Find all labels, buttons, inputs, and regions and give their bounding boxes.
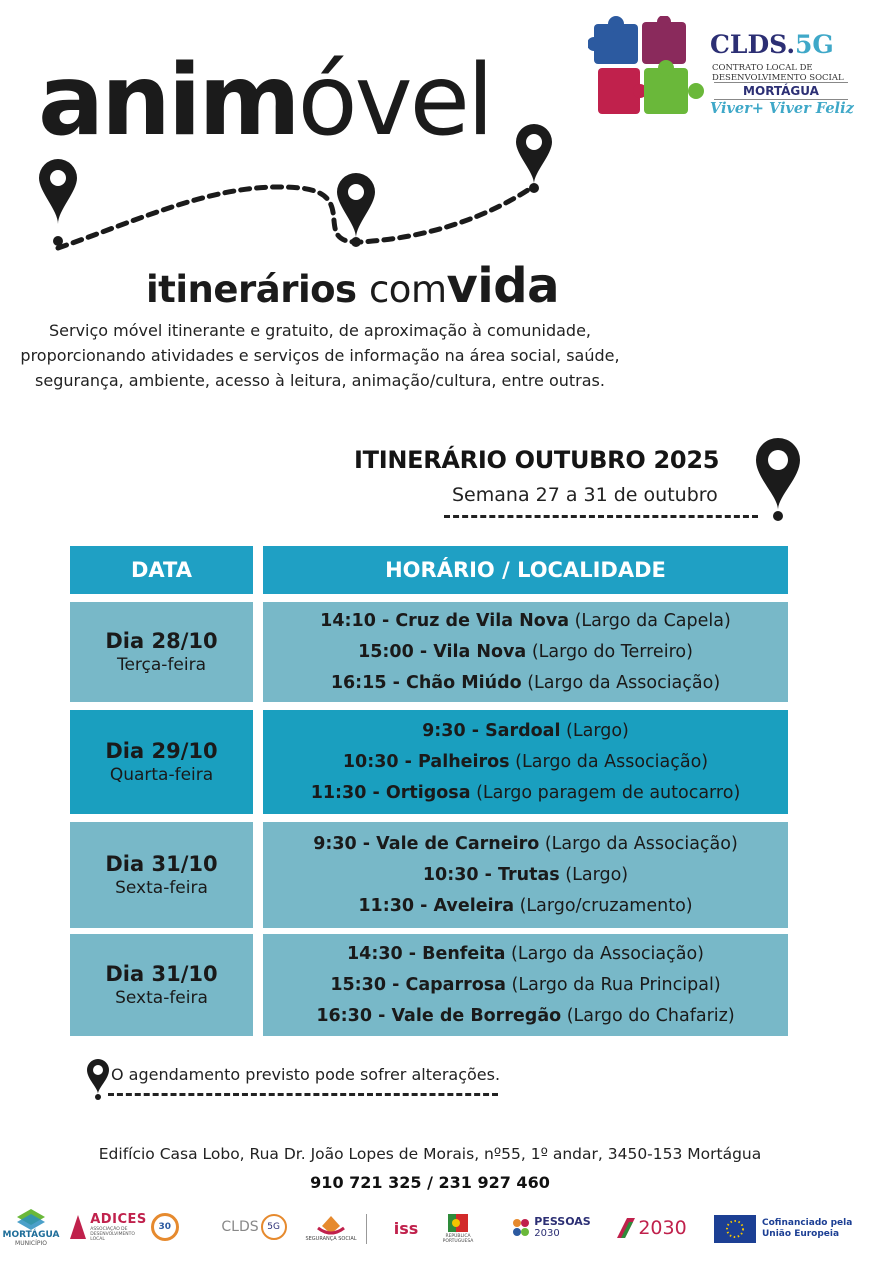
table-row-schedule — [263, 822, 788, 928]
tagline-part2: com — [368, 268, 447, 311]
brand-title-bold: anim — [38, 44, 298, 158]
schedule-stop: 10:30 - Palheiros (Largo da Associação) — [342, 751, 709, 772]
schedule-stop: 9:30 - Sardoal (Largo) — [422, 720, 629, 741]
map-pin-icon — [337, 173, 375, 247]
divider — [366, 1214, 367, 1244]
row-day: Dia 31/10 — [105, 852, 218, 876]
schedule-stop: 16:30 - Vale de Borregão (Largo do Chafariz) — [316, 1005, 735, 1026]
anniversary-badge: 30 — [151, 1213, 179, 1241]
clds-small-logo: CLDS 5G — [214, 1212, 294, 1242]
schedule-stop: 14:30 - Benfeita (Largo da Associação) — [346, 943, 704, 964]
portugal-flag-icon — [448, 1212, 468, 1234]
brand-title-light: óvel — [297, 44, 492, 158]
eu-flag-icon — [714, 1215, 756, 1243]
tagline-part3: vida — [446, 258, 559, 314]
clds-logo-slogan: Viver+ Viver Feliz — [710, 100, 854, 117]
table-header-date: DATA — [70, 546, 253, 594]
itinerary-title: ITINERÁRIO OUTUBRO 2025 — [354, 446, 720, 474]
adices-logo: ADICES ASSOCIAÇÃO DE DESENVOLVIMENTO LOCAL 30 — [62, 1210, 186, 1244]
divider — [108, 1093, 498, 1096]
portugal-2030-logo: 2030 — [612, 1212, 692, 1244]
map-pin-icon — [86, 1058, 110, 1100]
mortagua-logo: MORTÁGUA MUNICÍPIO — [4, 1205, 58, 1249]
table-row-date — [70, 602, 253, 702]
pessoas-icon — [511, 1217, 531, 1239]
table-row-date — [70, 934, 253, 1036]
route-illustration — [30, 120, 570, 260]
schedule-stop: 11:30 - Aveleira (Largo/cruzamento) — [358, 895, 693, 916]
municipality-emblem-icon — [16, 1208, 46, 1230]
table-row-schedule — [263, 934, 788, 1036]
eu-cofinancing-logo: Cofinanciado pela União Europeia — [714, 1214, 854, 1244]
schedule-stop: 14:10 - Cruz de Vila Nova (Largo da Capela) — [320, 610, 731, 631]
row-weekday: Terça-feira — [116, 655, 207, 675]
seguranca-social-icon — [314, 1214, 348, 1236]
clds-logo-name: CLDS.5G — [710, 30, 834, 59]
table-row-date — [70, 710, 253, 814]
map-pin-icon — [39, 159, 77, 246]
schedule-stop: 9:30 - Vale de Carneiro (Largo da Associação) — [313, 833, 738, 854]
map-pin-icon — [516, 124, 552, 193]
row-day: Dia 28/10 — [105, 629, 218, 653]
row-weekday: Sexta-feira — [115, 988, 208, 1008]
footer-address: Edifício Casa Lobo, Rua Dr. João Lopes de Morais, nº55, 1º andar, 3450-153 Mortágua — [98, 1145, 762, 1163]
puzzle-logo-icon — [588, 16, 706, 120]
tagline — [146, 258, 559, 314]
map-pin-icon — [754, 436, 802, 522]
row-weekday: Sexta-feira — [115, 878, 208, 898]
schedule-stop: 15:00 - Vila Nova (Largo do Terreiro) — [358, 641, 693, 662]
republica-portuguesa-logo: REPÚBLICA PORTUGUESA — [436, 1208, 480, 1248]
footer-phones: 910 721 325 / 231 927 460 — [310, 1173, 550, 1192]
clds-logo-subtitle: CONTRATO LOCAL DE DESENVOLVIMENTO SOCIAL — [712, 63, 844, 83]
pessoas-2030-logo: PESSOAS 2030 — [506, 1212, 596, 1244]
row-day: Dia 31/10 — [105, 962, 218, 986]
iss-logo: iss — [393, 1218, 419, 1238]
schedule-stop: 16:15 - Chão Miúdo (Largo da Associação) — [330, 672, 721, 693]
schedule-note: O agendamento previsto pode sofrer alterações. — [111, 1065, 501, 1084]
schedule-stop: 10:30 - Trutas (Largo) — [422, 864, 629, 885]
table-row-date — [70, 822, 253, 928]
itinerary-week: Semana 27 a 31 de outubro — [452, 484, 718, 506]
schedule-stop: 15:30 - Caparrosa (Largo da Rua Principal) — [330, 974, 721, 995]
table-row-schedule — [263, 602, 788, 702]
adices-mark-icon — [69, 1214, 87, 1240]
row-weekday: Quarta-feira — [109, 765, 214, 785]
schedule-stop: 11:30 - Ortigosa (Largo paragem de autocarro) — [310, 782, 741, 803]
table-header-schedule: HORÁRIO / LOCALIDADE — [263, 546, 788, 594]
clds-logo-town: MORTÁGUA — [714, 82, 848, 100]
divider — [444, 515, 758, 518]
seguranca-social-logo: SEGURANÇA SOCIAL — [300, 1208, 362, 1248]
row-day: Dia 29/10 — [105, 739, 218, 763]
table-row-schedule — [263, 710, 788, 814]
intro-text: Serviço móvel itinerante e gratuito, de aproximação à comunidade, proporcionando atividades e serviços de informação na área social, saúde, segurança, ambiente, acesso à leitura, animação/cultura, entre outras. — [20, 321, 620, 390]
portugal-2030-icon — [617, 1218, 635, 1238]
tagline-part1: itinerários — [146, 268, 369, 311]
